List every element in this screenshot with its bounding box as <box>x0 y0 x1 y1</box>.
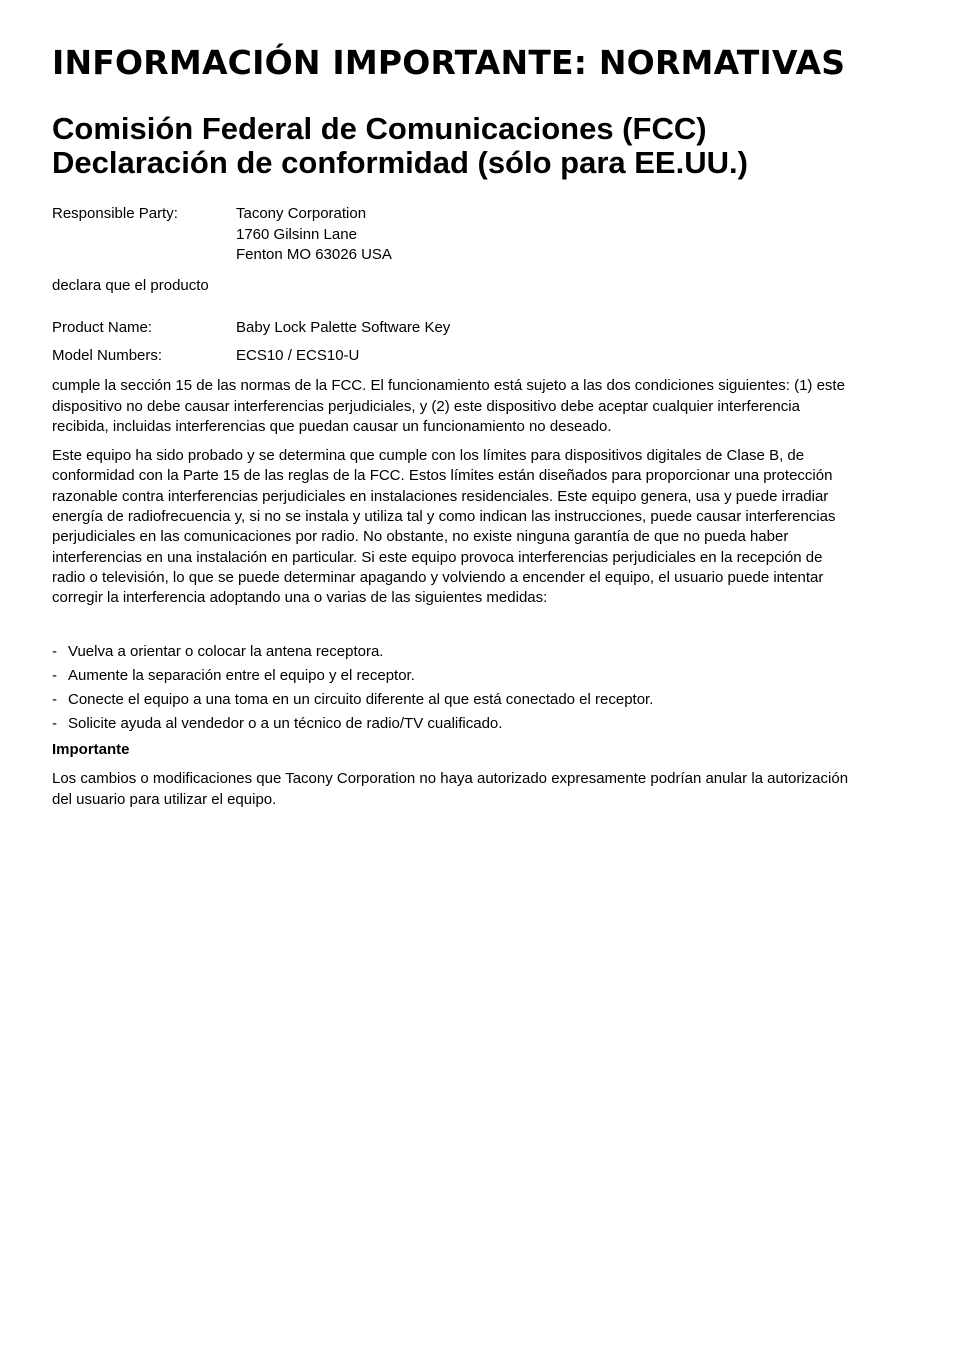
list-item <box>52 642 852 663</box>
model-numbers-row <box>52 346 852 367</box>
responsible-party-row <box>52 204 852 266</box>
declares-text: declara que el producto <box>52 276 209 294</box>
list-item <box>52 666 852 687</box>
model-numbers-label: Model Numbers: <box>52 346 163 364</box>
list-item <box>52 690 852 711</box>
document-page <box>52 44 852 810</box>
responsible-party-address <box>236 204 852 266</box>
list-item-text: Solicite ayuda al vendedor o a un técnico de radio/TV cualificado. <box>68 714 503 732</box>
address-line: Fenton MO 63026 USA <box>236 246 392 263</box>
bullet-dash: - <box>52 666 57 684</box>
bullet-dash: - <box>52 714 57 732</box>
list-item <box>52 714 852 735</box>
product-name-value: Baby Lock Palette Software Key <box>236 318 451 336</box>
product-name-label: Product Name: <box>52 318 153 336</box>
address-line: Tacony Corporation <box>236 205 367 222</box>
section-title <box>52 112 852 180</box>
section-title-line-1: Comisión Federal de Comunicaciones (FCC) <box>52 111 707 146</box>
important-heading: Importante <box>52 741 130 759</box>
list-item-text: Aumente la separación entre el equipo y el receptor. <box>68 666 415 684</box>
list-item-text: Vuelva a orientar o colocar la antena receptora. <box>68 642 384 660</box>
measures-list <box>52 642 852 735</box>
model-numbers-value: ECS10 / ECS10-U <box>236 346 360 364</box>
list-item-text: Conecte el equipo a una toma en un circuito diferente al que está conectado el receptor. <box>68 690 654 708</box>
address-line: 1760 Gilsinn Lane <box>236 225 357 243</box>
responsible-party-label: Responsible Party: <box>52 205 178 222</box>
important-paragraph: Los cambios o modificaciones que Tacony Corporation no haya autorizado expresamente podrían anular la autorización del usuario para utilizar el equipo. <box>52 770 849 808</box>
page-title: INFORMACIÓN IMPORTANTE: NORMATIVAS <box>52 43 846 82</box>
product-name-row <box>52 318 852 339</box>
compliance-paragraph: cumple la sección 15 de las normas de la FCC. El funcionamiento está sujeto a las dos condiciones siguientes: (1) este dispositivo no debe causar interferencias perjudiciales, y (2) este dispositivo debe aceptar cualquier interferencia recibida, incluidas interferencias que puedan causar un funcionamiento no deseado. <box>52 377 845 435</box>
section-title-line-2: Declaración de conformidad (sólo para EE.UU.) <box>52 145 748 180</box>
interference-paragraph: Este equipo ha sido probado y se determina que cumple con los límites para dispositivos digitales de Clase B, de conformidad con la Parte 15 de las reglas de la FCC. Estos límites están diseñados para proporcionar una protección razonable contra interferencias perjudiciales en instalaciones residenciales. Este equipo genera, usa y puede irradiar energía de radiofrecuencia y, si no se instala y utiliza tal y como indican las instrucciones, puede causar interferencias perjudiciales en las comunicaciones por radio. No obstante, no existe ninguna garantía de que no pueda haber interferencias en una instalación en particular. Si este equipo provoca interferencias perjudiciales en la recepción de radio o televisión, lo que se puede determinar apagando y volviendo a encender el equipo, el usuario puede intentar corregir la interferencia adoptando una o varias de las siguientes medidas: <box>52 447 836 607</box>
bullet-dash: - <box>52 642 57 660</box>
bullet-dash: - <box>52 690 57 708</box>
